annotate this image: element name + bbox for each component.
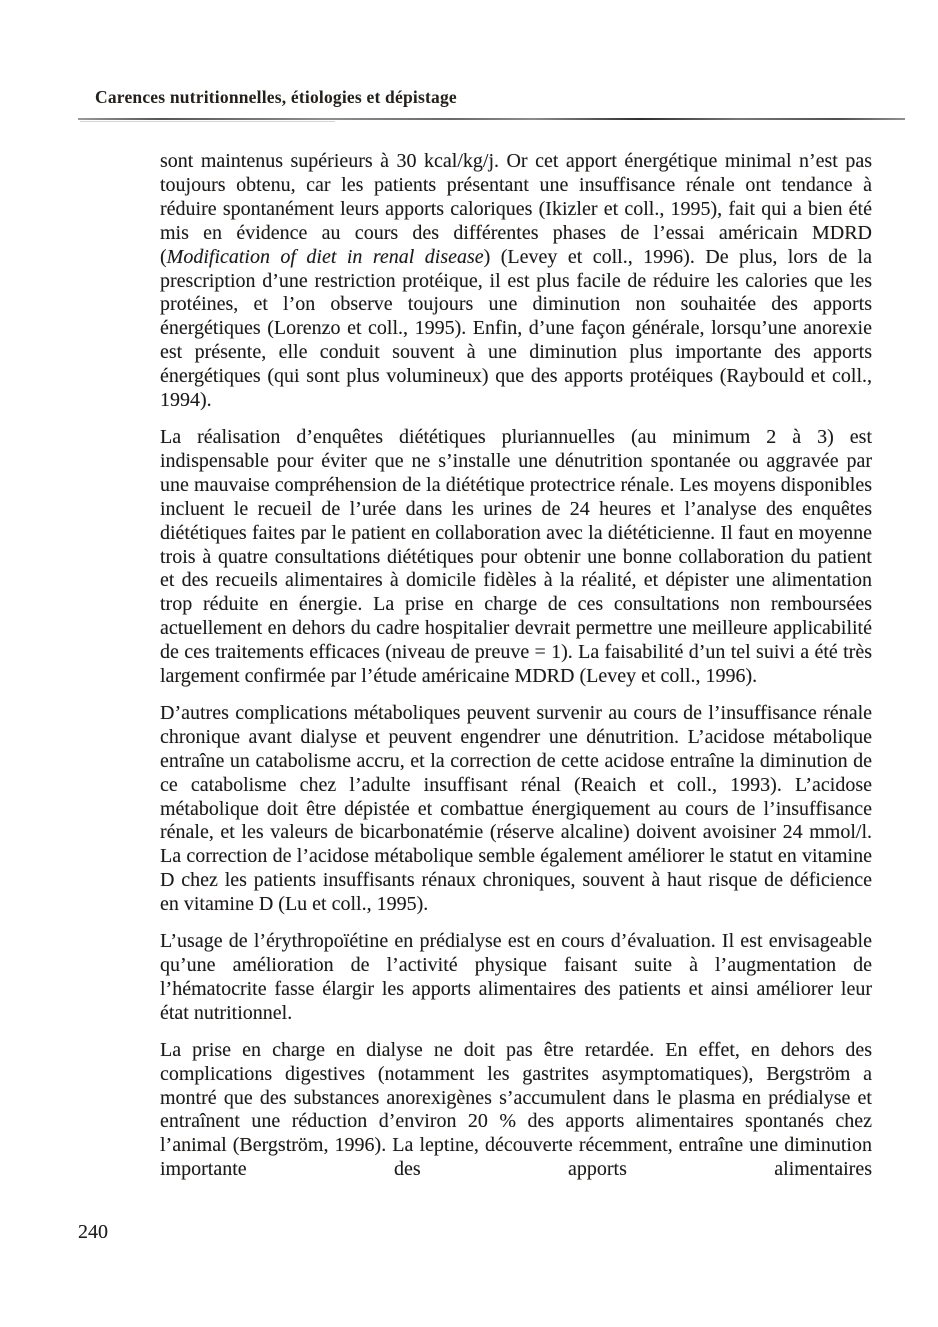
paragraph-3: D’autres complications métaboliques peuvent survenir au cours de l’insuffisance rénale chronique avant dialyse et peuvent engendrer une dénutrition. L’acidose métabolique entraîne un catabolisme accru, et la correction de cette acidose entraîne la diminution de ce catabolisme chez l’adulte insuffisant rénal (Reaich et coll., 1993). L’acidose métabolique doit être dépistée et combattue énergiquement au cours de l’insuffisance rénale, et les valeurs de bicarbonatémie (réserve alcaline) doivent avoisiner 24 mmol/l. La correction de l’acidose métabolique semble également améliorer le statut en vitamine D chez les patients insuffisants rénaux chroniques, souvent à haut risque de déficience en vitamine D (Lu et coll., 1995).	[160, 701, 872, 916]
paragraph-4: L’usage de l’érythropoïétine en prédialyse est en cours d’évaluation. Il est envisageable qu’une amélioration de l’activité physique faisant suite à l’augmentation de l’hématocrite fasse élargir les apports alimentaires des patients et ainsi améliorer leur état nutritionnel.	[160, 930, 872, 1024]
page-body	[160, 150, 872, 1195]
paragraph-5: La prise en charge en dialyse ne doit pas être retardée. En effet, en dehors des complications digestives (notamment les gastrites asymptomatiques), Bergström a montré que des substances anorexigènes s’accumulent dans le plasma en prédialyse et entraînent une réduction d’environ 20 % des apports alimentaires spontanés chez l’animal (Bergström, 1996). La leptine, découverte récemment, entraîne une diminution importante des apports alimentaires	[160, 1038, 872, 1181]
header-rule-scan-artifact	[80, 121, 335, 122]
paragraph-1	[160, 150, 872, 413]
page-number: 240	[78, 1221, 108, 1243]
paragraph-2: La réalisation d’enquêtes diététiques pluriannuelles (au minimum 2 à 3) est indispensable pour éviter que ne s’installe une dénutrition spontanée ou aggravée par une mauvaise compréhension de la diététique protectrice rénale. Les moyens disponibles incluent le recueil de l’urée dans les urines de 24 heures et l’analyse des enquêtes diététiques faites par le patient en collaboration avec la diététicienne. Il faut en moyenne trois à quatre consultations diététiques pour obtenir une bonne collaboration du patient et des recueils alimentaires à domicile fidèles à la réalité, et dépister une alimentation trop réduite en énergie. La prise en charge de ces consultations non remboursées actuellement en dehors du cadre hospitalier devrait permettre une meilleure applicabilité de ces traitements efficaces (niveau de preuve = 1). La faisabilité d’un tel suivi a été très largement confirmée par l’étude américaine MDRD (Levey et coll., 1996).	[160, 425, 872, 688]
paragraph-1-text: sont maintenus supérieurs à 30 kcal/kg/j. Or cet apport énergétique minimal n’est pas toujours obtenu, car les patients présentant une insuffisance rénale ont tendance à réduire spontanément leurs apports caloriques (Ikizler et coll., 1995), fait qui a bien été mis en évidence au cours des différentes phases de l’essai américain MDRD (	[160, 150, 872, 268]
paragraph-1-italic-study-title: Modification of diet in renal disease	[166, 245, 484, 268]
running-header: Carences nutritionnelles, étiologies et dépistage	[95, 87, 457, 107]
header-rule	[78, 118, 905, 120]
paragraph-1-text-continued: ) (Levey et coll., 1996). De plus, lors de la prescription d’une restriction protéique, il est plus facile de réduire les calories que les protéines, et l’on observe toujours une diminution non souhaitée des apports énergétiques (Lorenzo et coll., 1995). Enfin, d’une façon générale, lorsqu’une anorexie est présente, elle conduit souvent à une diminution plus importante des apports énergétiques (qui sont plus volumineux) que des apports protéiques (Raybould et coll., 1994).	[160, 245, 872, 412]
